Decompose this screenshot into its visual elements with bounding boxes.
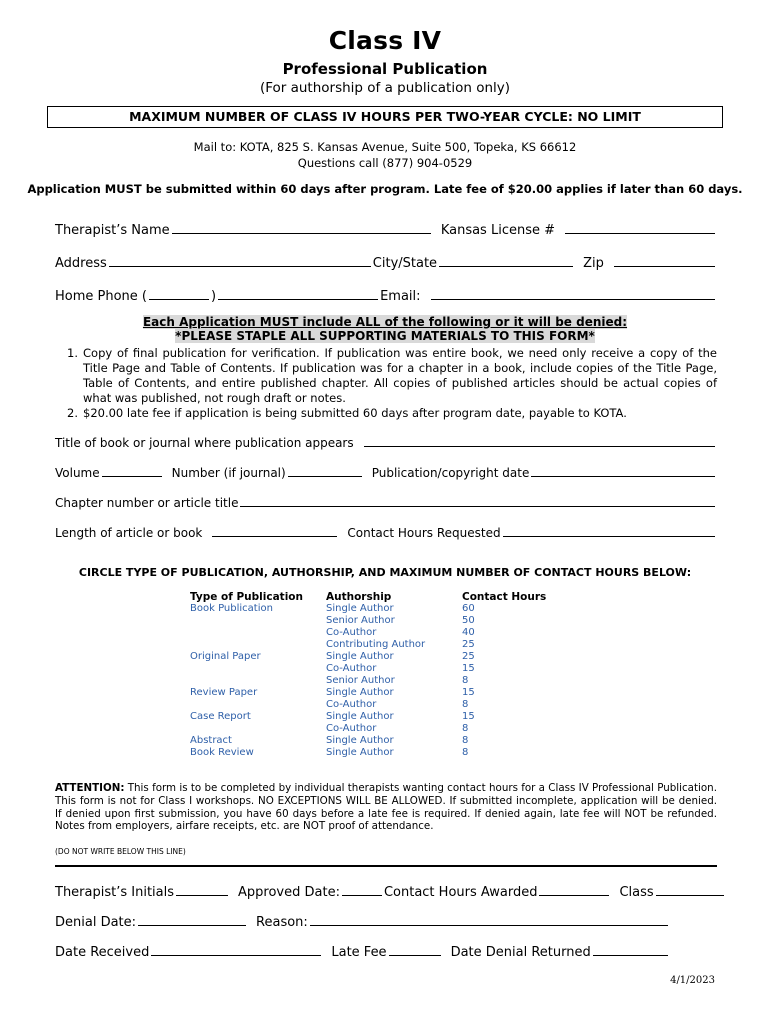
chapter-row — [55, 495, 717, 510]
received-row — [55, 943, 670, 960]
table-type-cell: Case Report — [190, 711, 251, 722]
license-field[interactable] — [565, 221, 715, 234]
table-type-cell: Book Publication — [190, 603, 273, 614]
phone-area-field[interactable] — [149, 287, 209, 300]
hours-requested-field[interactable] — [503, 525, 715, 537]
address-field[interactable] — [109, 254, 371, 267]
email-label: Email: — [380, 289, 421, 304]
authorship-column — [326, 591, 446, 759]
number-label: Number (if journal) — [171, 466, 286, 480]
chapter-field[interactable] — [240, 495, 715, 507]
phone-close: ) — [211, 289, 217, 304]
type-header: Type of Publication — [190, 591, 303, 603]
email-field[interactable] — [431, 287, 715, 300]
awarded-label: Contact Hours Awarded — [383, 885, 538, 900]
table-hours-cell: 25 — [462, 639, 475, 650]
approved-label: Approved Date: — [238, 885, 340, 900]
denial-row — [55, 913, 670, 930]
number-field[interactable] — [288, 465, 362, 477]
page-subtitle: Professional Publication — [282, 60, 488, 78]
table-author-cell: Senior Author — [326, 675, 395, 686]
page-subnote: (For authorship of a publication only) — [259, 80, 511, 96]
awarded-field[interactable] — [539, 883, 609, 896]
class-field[interactable] — [656, 883, 724, 896]
table-type-cell — [190, 699, 320, 711]
table-author-cell: Contributing Author — [326, 639, 426, 650]
returned-field[interactable] — [593, 943, 668, 956]
divider — [55, 865, 717, 867]
mail-info — [0, 139, 770, 171]
attention-text: This form is to be completed by individual therapists wanting contact hours for a Class IV Professional Publication. This form is not for Class I workshops. NO EXCEPTIONS WILL BE ALLOWED. If submitted incomplete, application will be denied. If denied upon first submission, you have 60 days before a late fee is required. If denied again, late fee will NOT be refunded. Notes from employers, airfare receipts, etc. are NOT proof of attendance. — [55, 782, 717, 833]
name-label: Therapist’s Name — [55, 223, 170, 238]
denial-label: Denial Date: — [55, 915, 137, 930]
reason-label: Reason: — [256, 915, 308, 930]
received-field[interactable] — [151, 943, 321, 956]
mail-address: Mail to: KOTA, 825 S. Kansas Avenue, Suite 500, Topeka, KS 66612 — [193, 140, 577, 154]
initials-label: Therapist’s Initials — [55, 885, 175, 900]
chapter-label: Chapter number or article title — [55, 496, 239, 510]
latefee-label: Late Fee — [331, 945, 387, 960]
table-type-cell — [190, 627, 320, 639]
table-hours-cell: 15 — [462, 663, 475, 674]
pubdate-field[interactable] — [531, 465, 715, 477]
table-author-cell: Co-Author — [326, 663, 377, 674]
hours-header: Contact Hours — [462, 591, 547, 603]
table-hours-cell: 8 — [462, 675, 469, 686]
table-hours-cell: 50 — [462, 615, 475, 626]
questions-phone: Questions call (877) 904-0529 — [297, 156, 473, 170]
initials-field[interactable] — [176, 883, 228, 896]
table-author-cell: Single Author — [326, 651, 394, 662]
table-hours-cell: 8 — [462, 723, 469, 734]
table-type-cell — [190, 639, 320, 651]
attention-notice — [55, 782, 717, 833]
authorship-header: Authorship — [326, 591, 392, 603]
reason-field[interactable] — [310, 913, 668, 926]
list-item: 1. Copy of final publication for verification. If publication was entire book, we need only receive a copy of the Title Page and Table of Contents. If publication was for a chapter in a book, include copies of the Title Page, Table of Contents, and entire published chapter. All copies of published articles should be actual copies of what was published, not rough draft or notes. — [67, 346, 717, 405]
address-label: Address — [55, 256, 107, 271]
table-author-cell: Single Author — [326, 603, 394, 614]
volume-field[interactable] — [102, 465, 162, 477]
type-column — [190, 591, 320, 759]
table-author-cell: Single Author — [326, 687, 394, 698]
table-hours-cell: 8 — [462, 699, 469, 710]
max-hours-banner: MAXIMUM NUMBER OF CLASS IV HOURS PER TWO-YEAR CYCLE: NO LIMIT — [47, 106, 723, 128]
attention-label: ATTENTION: — [55, 782, 125, 794]
staple-notice: *PLEASE STAPLE ALL SUPPORTING MATERIALS TO THIS FORM* — [175, 329, 595, 343]
hours-requested-label: Contact Hours Requested — [347, 526, 501, 540]
pub-title-field[interactable] — [364, 435, 715, 447]
table-hours-cell: 40 — [462, 627, 475, 638]
table-type-cell — [190, 723, 320, 735]
volume-label: Volume — [55, 466, 100, 480]
latefee-field[interactable] — [389, 943, 441, 956]
deadline-notice: Application MUST be submitted within 60 days after program. Late fee of $20.00 applies if later than 60 days. — [27, 182, 743, 196]
received-label: Date Received — [55, 945, 150, 960]
revision-date: 4/1/2023 — [670, 975, 715, 986]
table-author-cell: Co-Author — [326, 699, 377, 710]
do-not-write-note: (DO NOT WRITE BELOW THIS LINE) — [55, 847, 186, 856]
table-hours-cell: 15 — [462, 687, 475, 698]
phone-label: Home Phone ( — [55, 289, 147, 304]
table-type-cell: Abstract — [190, 735, 232, 746]
table-hours-cell: 8 — [462, 735, 469, 746]
table-hours-cell: 25 — [462, 651, 475, 662]
requirements-title: Each Application MUST include ALL of the following or it will be denied: — [142, 315, 628, 329]
circle-heading: CIRCLE TYPE OF PUBLICATION, AUTHORSHIP, AND MAXIMUM NUMBER OF CONTACT HOURS BELOW: — [78, 566, 692, 579]
table-author-cell: Senior Author — [326, 615, 395, 626]
city-field[interactable] — [439, 254, 573, 267]
length-row — [55, 525, 717, 540]
returned-label: Date Denial Returned — [450, 945, 591, 960]
table-type-cell — [190, 615, 320, 627]
phone-email-row — [55, 287, 717, 304]
approved-field[interactable] — [342, 883, 382, 896]
volume-row — [55, 465, 717, 480]
table-hours-cell: 8 — [462, 747, 469, 758]
initials-row — [55, 883, 655, 900]
address-row — [55, 254, 717, 271]
table-type-cell — [190, 663, 320, 675]
name-field[interactable] — [172, 221, 431, 234]
length-field[interactable] — [212, 525, 337, 537]
table-type-cell: Original Paper — [190, 651, 261, 662]
table-type-cell — [190, 675, 320, 687]
pub-title-row — [55, 435, 717, 450]
license-label: Kansas License # — [440, 223, 555, 238]
table-hours-cell: 60 — [462, 603, 475, 614]
table-author-cell: Co-Author — [326, 627, 377, 638]
table-type-cell: Book Review — [190, 747, 254, 758]
phone-field[interactable] — [218, 287, 378, 300]
requirements-list — [55, 346, 717, 421]
denial-field[interactable] — [138, 913, 246, 926]
length-label: Length of article or book — [55, 526, 203, 540]
hours-column — [462, 591, 562, 759]
requirements-heading — [0, 315, 770, 343]
zip-label: Zip — [583, 256, 604, 271]
table-type-cell: Review Paper — [190, 687, 258, 698]
list-item: 2. $20.00 late fee if application is being submitted 60 days after program date, payable to KOTA. — [67, 406, 627, 420]
table-author-cell: Single Author — [326, 747, 394, 758]
class-label: Class — [619, 885, 654, 900]
zip-field[interactable] — [614, 254, 715, 267]
pubdate-label: Publication/copyright date — [371, 466, 530, 480]
page-title: Class IV — [328, 26, 442, 55]
table-author-cell: Single Author — [326, 711, 394, 722]
table-hours-cell: 15 — [462, 711, 475, 722]
pub-title-label: Title of book or journal where publication appears — [55, 436, 354, 450]
table-author-cell: Single Author — [326, 735, 394, 746]
name-license-row — [55, 221, 717, 238]
table-author-cell: Co-Author — [326, 723, 377, 734]
city-label: City/State — [372, 256, 438, 271]
